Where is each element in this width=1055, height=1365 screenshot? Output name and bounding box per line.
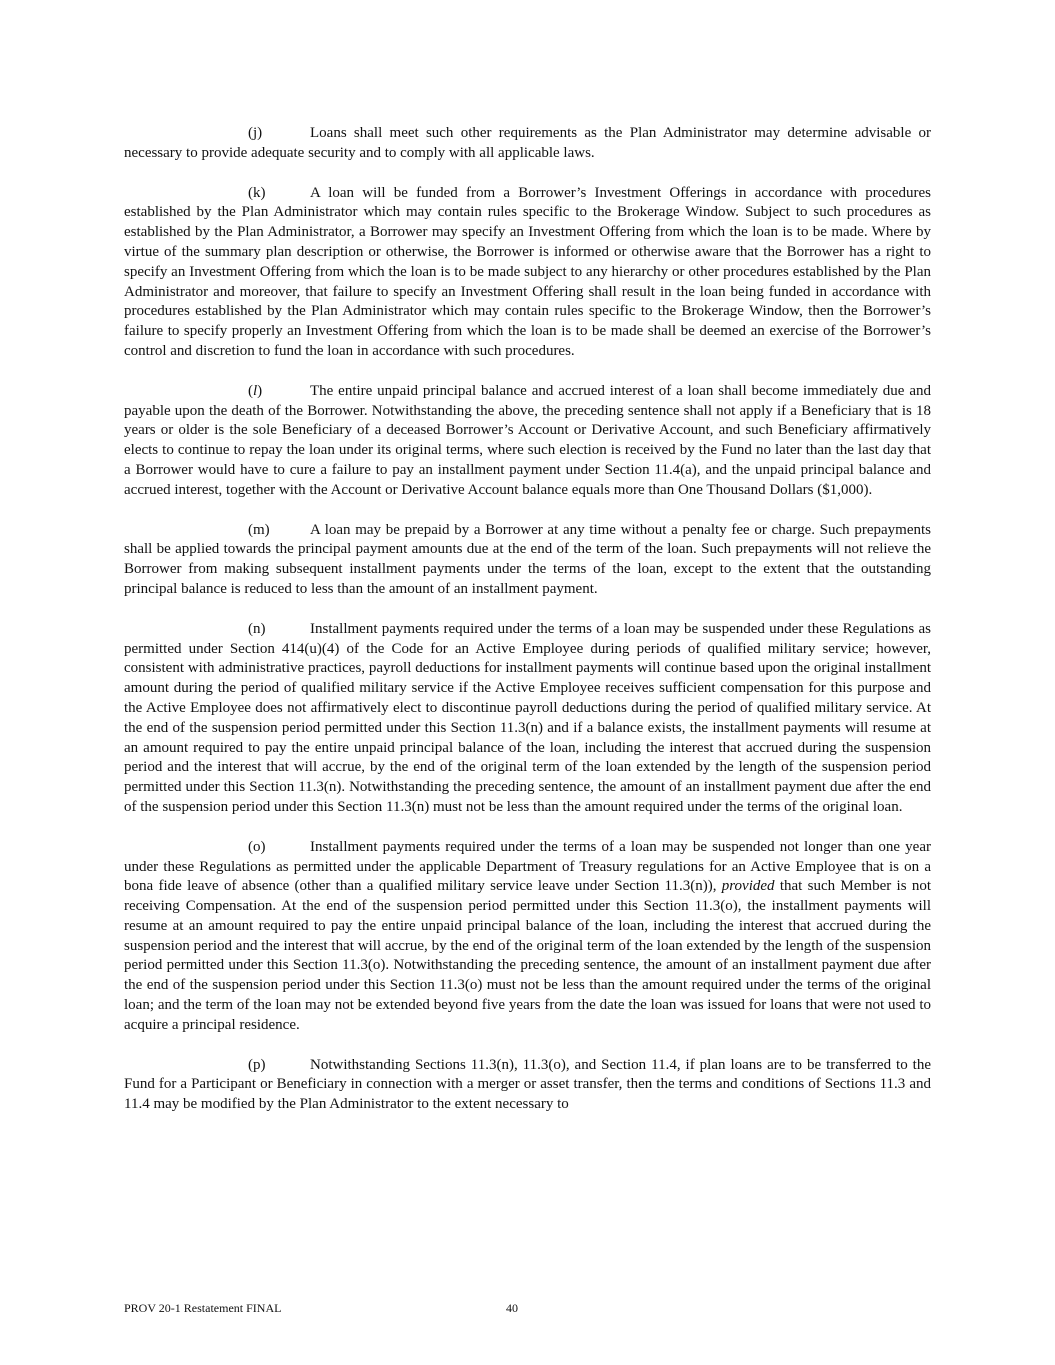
paragraph-text: Installment payments required under the terms of a loan may be suspended under these Regulations as permitted under Section 414(u)(4) of the Code for an Active Employee during periods of qualified military service; however, consistent with administrative practices, payroll deductions for installment payments will continue based upon the original installment amount during the period of qualified military service if the Active Employee receives sufficient compensation for this purpose and the Active Employee does not affirmatively elect to discontinue payroll deductions during the period of qualified military service. At the end of the suspension period permitted under this Section 11.3(n) and if a balance exists, the installment payments will resume at an amount required to pay the entire unpaid principal balance of the loan, including the interest that accrued during the suspension period and the interest that will accrue, by the end of the original term of the loan extended by the length of the suspension period permitted under this Section 11.3(n). Notwithstanding the preceding sentence, the amount of an installment payment due after the end of the suspension period under this Section 11.3(n) must not be less than the amount required under the terms of the original loan. bbox=[124, 620, 931, 815]
paragraph-label: (n) bbox=[248, 620, 266, 637]
document-body bbox=[124, 124, 931, 1135]
paragraph-text: A loan will be funded from a Borrower’s Investment Offerings in accordance with procedures established by the Plan Administrator which may contain rules specific to the Brokerage Window. Subject to such procedures as established by the Plan Administrator, a Borrower may specify an Investment Offering from which the loan is to be made. Where by virtue of the summary plan description or otherwise, the Borrower is informed or otherwise aware that the Borrower has a right to specify an Investment Offering from which the loan is to be made subject to any hierarchy or other procedures established by the Plan Administrator and moreover, that failure to specify an Investment Offering shall result in the loan being funded in accordance with procedures established by the Plan Administrator which may contain rules specific to the Brokerage Window, then the Borrower’s failure to specify properly an Investment Offering from which the loan is to be made shall be deemed an exercise of the Borrower’s control and discretion to fund the loan in accordance with such procedures. bbox=[124, 184, 931, 359]
paragraph-text: A loan may be prepaid by a Borrower at any time without a penalty fee or charge. Such prepayments shall be applied towards the principal payment amounts due at the end of the term of the loan. Such prepayments will not relieve the Borrower from making subsequent installment payments under the terms of the loan, except to the extent that the outstanding principal balance is reduced to less than the amount of an installment payment. bbox=[124, 521, 931, 597]
paragraph-label: (k) bbox=[248, 184, 266, 201]
paragraph-label: (p) bbox=[248, 1056, 266, 1073]
paragraph-text: The entire unpaid principal balance and accrued interest of a loan shall become immediately due and payable upon the death of the Borrower. Notwithstanding the above, the preceding sentence shall not apply if a Beneficiary that is 18 years or older is the sole Beneficiary of a deceased Borrower’s Account or Derivative Account, and such Beneficiary affirmatively elects to continue to repay the loan under its original terms, where such election is received by the Fund no later than the last day that a Borrower would have to cure a failure to pay an installment payment under Section 11.4(a), and the unpaid principal balance and accrued interest, together with the Account or Derivative Account balance equals more than One Thousand Dollars ($1,000). bbox=[124, 382, 931, 498]
paragraph-label bbox=[248, 382, 310, 402]
paragraph-m bbox=[124, 521, 931, 600]
label-close: ) bbox=[257, 382, 263, 399]
paragraph-label: (m) bbox=[248, 521, 270, 538]
paragraph-j bbox=[124, 124, 931, 164]
paragraph-n bbox=[124, 620, 931, 818]
paragraph-text: Loans shall meet such other requirements as the Plan Administrator may determine advisable or necessary to provide adequate security and to comply with all applicable laws. bbox=[124, 125, 931, 161]
footer-document-id: PROV 20-1 Restatement FINAL bbox=[124, 1301, 282, 1315]
paragraph-label: (o) bbox=[248, 838, 266, 855]
paragraph-label: (j) bbox=[248, 125, 263, 141]
label-open: ( bbox=[248, 382, 253, 399]
paragraph-p bbox=[124, 1056, 931, 1115]
paragraph-italic-text: provided bbox=[721, 878, 775, 895]
label-letter: l bbox=[253, 382, 258, 399]
paragraph-k bbox=[124, 184, 931, 362]
paragraph-text: that such Member is not receiving Compensation. At the end of the suspension period permitted under this Section 11.3(o), the installment payments will resume at an amount required to pay the entire unpaid principal balance of the loan, including the interest that accrued during the suspension period and the interest that will accrue, by the end of the original term of the loan extended by the length of the suspension period permitted under this Section 11.3(o). Notwithstanding the preceding sentence, the amount of an installment payment due after the end of the suspension period under this Section 11.3(o) must not be less than the amount required under the terms of the original loan; and the term of the loan may not be extended beyond five years from the date the loan was issued for loans that were not used to acquire a principal residence. bbox=[124, 878, 931, 1033]
paragraph-o bbox=[124, 838, 931, 1036]
paragraph-text: Installment payments required under the terms of a loan may be suspended not longer than one year under these Regulations as permitted under the applicable Department of Treasury regulations for an Active Employee that is on a bona fide leave of absence (other than a qualified military service leave under Section 11.3(n)), bbox=[124, 838, 931, 895]
paragraph-l bbox=[124, 382, 931, 501]
paragraph-text: Notwithstanding Sections 11.3(n), 11.3(o), and Section 11.4, if plan loans are to be transferred to the Fund for a Participant or Beneficiary in connection with a merger or asset transfer, then the terms and conditions of Sections 11.3 and 11.4 may be modified by the Plan Administrator to the extent necessary to bbox=[124, 1056, 931, 1113]
footer-page-number: 40 bbox=[506, 1301, 518, 1315]
